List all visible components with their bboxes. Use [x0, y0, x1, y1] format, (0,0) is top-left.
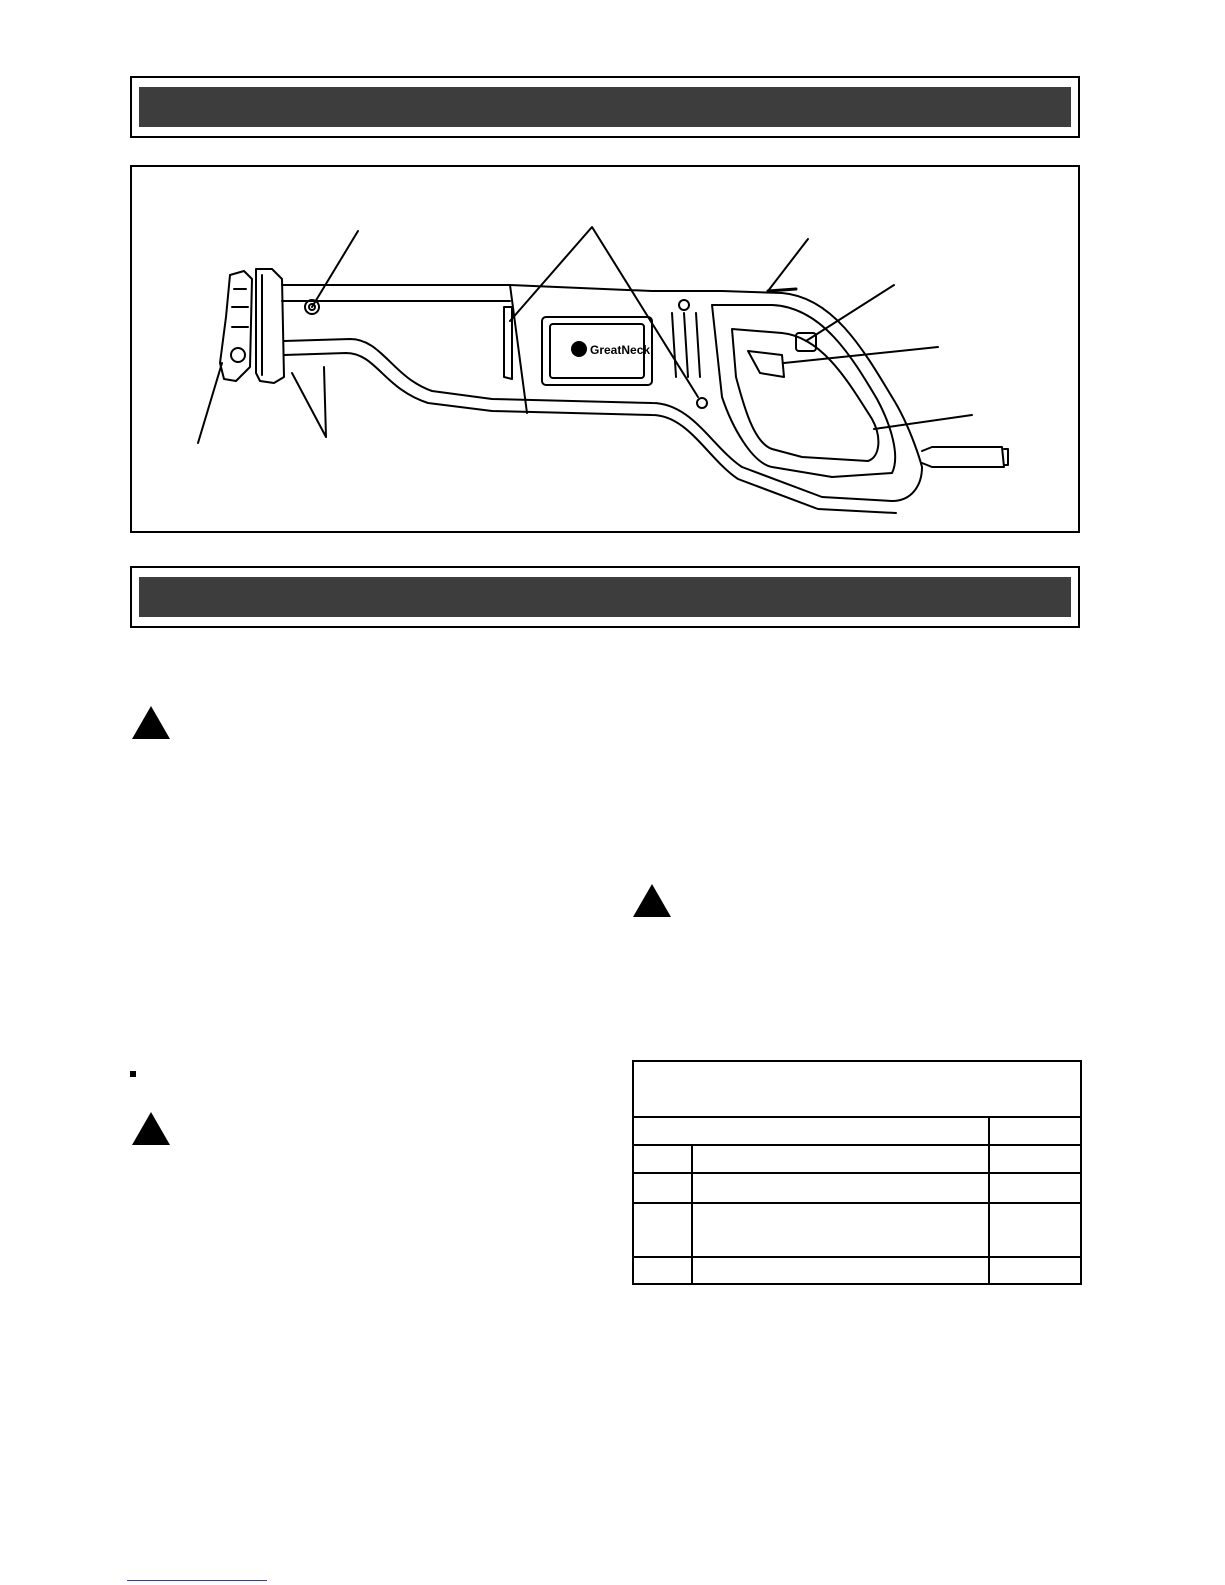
warning-triangle-icon: [131, 1110, 171, 1146]
table-divider: [634, 1172, 1080, 1174]
table-divider: [634, 1202, 1080, 1204]
section-header-bar: [139, 87, 1071, 127]
footer-link-underline[interactable]: [127, 1580, 267, 1581]
vent-slot: [504, 307, 512, 379]
warning-triangle-icon: [632, 882, 672, 918]
section-header-operation: [130, 566, 1080, 628]
table-column-divider: [691, 1144, 693, 1283]
section-header-parts: [130, 76, 1080, 138]
table-divider: [634, 1144, 1080, 1146]
bullet-square-icon: [130, 1071, 136, 1077]
brand-logo-icon: [571, 341, 587, 357]
section-header-bar: [139, 577, 1071, 617]
table-divider: [634, 1116, 1080, 1118]
table-column-divider: [988, 1116, 990, 1283]
reciprocating-saw-drawing: [132, 167, 1078, 531]
shoe: [256, 269, 284, 383]
product-figure: [130, 165, 1080, 533]
power-cord: [922, 447, 1004, 467]
spec-table: [632, 1060, 1082, 1285]
brand-logo-text: GreatNeck: [590, 343, 651, 357]
table-divider: [634, 1256, 1080, 1258]
trigger: [748, 351, 784, 377]
clamp-knob: [231, 348, 245, 362]
warning-triangle-icon: [131, 704, 171, 740]
